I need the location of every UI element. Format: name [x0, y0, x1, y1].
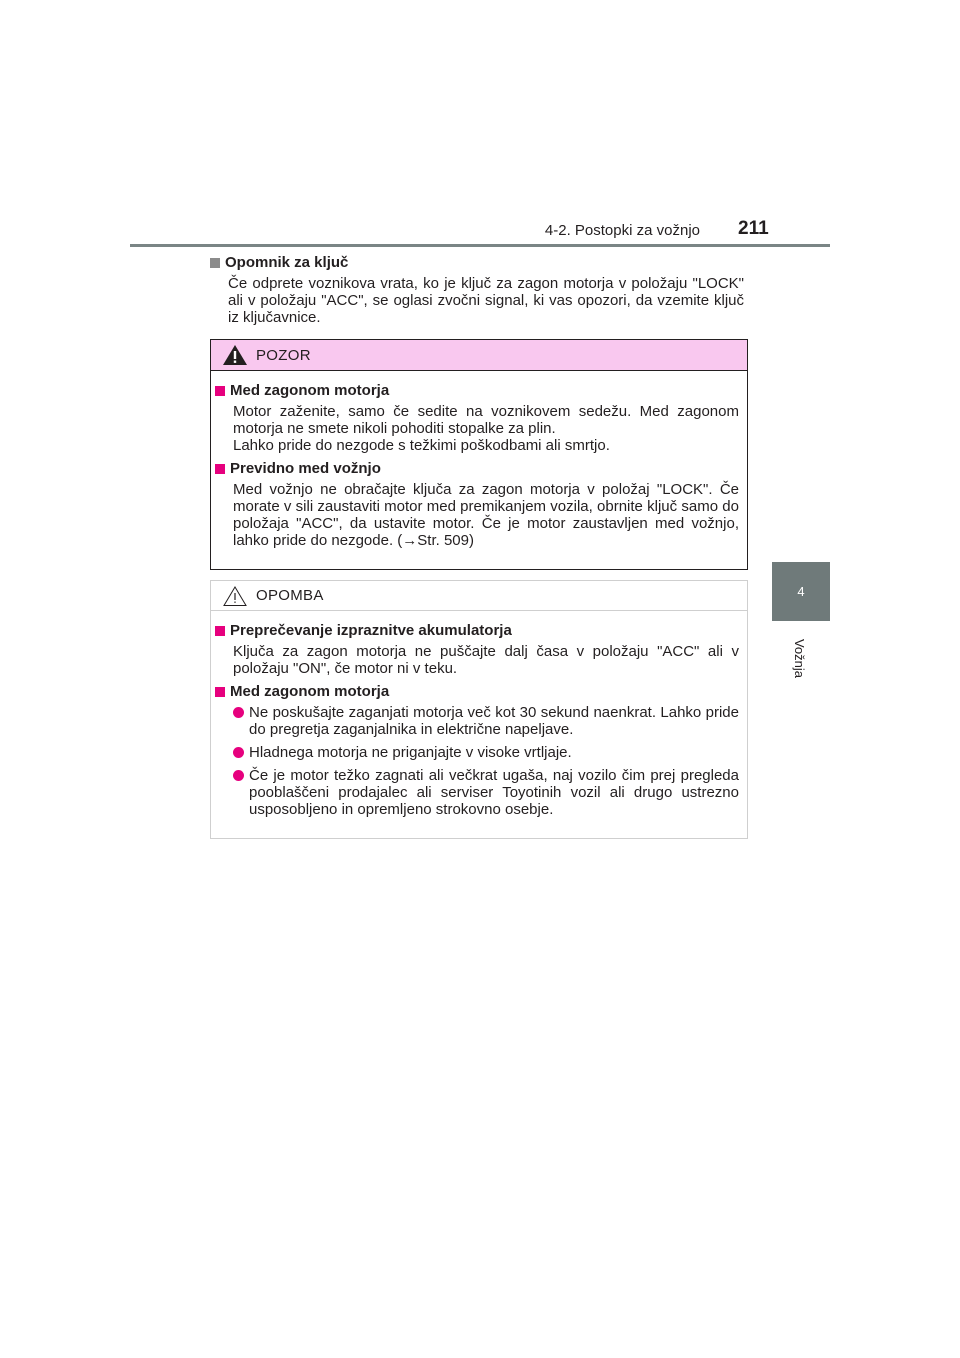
list-item-text: Ne poskušajte zaganjati motorja več kot 30 sekund naenkrat. Lahko pride do pregretja zaganjalnika in električne napeljave.: [249, 704, 739, 738]
section-heading: [210, 254, 744, 272]
running-header: 4-2. Postopki za vožnjo: [544, 222, 700, 239]
list-item-text: Hladnega motorja ne priganjajte v visoke vrtljaje.: [249, 744, 572, 761]
section-heading: [215, 683, 739, 701]
warning-section-text: Med vožnjo ne obračajte ključa za zagon motorja v položaj "LOCK". Če morate v sili zaustaviti motor med premikanjem vozila, obrnite ključ samo do položaja "ACC", da ustavite motor. Če je motor zaustavljen med vožnjo, lahko pride do nezgode. (→Str. 509): [233, 481, 739, 549]
notice-section-title: Med zagonom motorja: [230, 683, 390, 700]
square-bullet-icon: [210, 258, 220, 268]
caution-triangle-icon: [223, 586, 247, 606]
key-reminder-title: Opomnik za ključ: [225, 254, 349, 271]
circle-bullet-icon: [233, 707, 244, 718]
key-reminder-text: Če odprete voznikova vrata, ko je ključ za zagon motorja v položaju "LOCK" ali v položaju "ACC", se oglasi zvočni signal, ki vas opozori, da vzemite ključ iz ključavnice.: [228, 275, 744, 326]
square-bullet-icon: [215, 386, 225, 396]
warning-box-header: [211, 340, 747, 371]
header-divider: [130, 244, 830, 247]
warning-section-driving: [215, 460, 739, 549]
key-reminder-section: [210, 254, 744, 326]
circle-bullet-icon: [233, 770, 244, 781]
list-item-text: Če je motor težko zagnati ali večkrat ugaša, naj vozilo čim prej pregleda pooblaščeni prodajalec ali serviser Toyotinih vozil ali drugo ustrezno usposobljeno in opremljeno strokovno osebje.: [249, 767, 739, 818]
chapter-number: 4: [797, 584, 805, 599]
notice-section-battery: [215, 622, 739, 677]
section-heading: [215, 622, 739, 640]
list-item: [233, 704, 739, 738]
chapter-label: [770, 630, 830, 686]
warning-section-text-2: Lahko pride do nezgode s težkimi poškodbami ali smrtjo.: [233, 437, 610, 454]
warning-label: POZOR: [256, 346, 311, 364]
chapter-label-text: Vožnja: [792, 638, 808, 678]
warning-section-engine-start: [215, 382, 739, 454]
list-item: [233, 767, 739, 818]
warning-section-title: Previdno med vožnjo: [230, 460, 381, 477]
square-bullet-icon: [215, 464, 225, 474]
section-heading: [215, 382, 739, 400]
circle-bullet-icon: [233, 747, 244, 758]
notice-section-engine-start: [215, 683, 739, 818]
warning-section-text: Motor zaženite, samo če sedite na voznikovem sedežu. Med zagonom motorja ne smete nikoli pohoditi stopalke za plin.: [233, 403, 739, 437]
notice-box: [210, 580, 748, 839]
chapter-tab: [772, 562, 830, 621]
page-number: 211: [738, 218, 769, 239]
warning-box: [210, 339, 748, 570]
notice-box-header: [211, 581, 747, 611]
square-bullet-icon: [215, 626, 225, 636]
list-item: [233, 744, 739, 761]
notice-section-title: Preprečevanje izpraznitve akumulatorja: [230, 622, 512, 639]
notice-label: OPOMBA: [256, 587, 324, 604]
notice-section-text: Ključa za zagon motorja ne puščajte dalj časa v položaju "ACC" ali v položaju "ON", če motor ni v teku.: [233, 643, 739, 677]
warning-section-title: Med zagonom motorja: [230, 382, 390, 399]
section-heading: [215, 460, 739, 478]
square-bullet-icon: [215, 687, 225, 697]
warning-triangle-icon: [223, 345, 247, 365]
